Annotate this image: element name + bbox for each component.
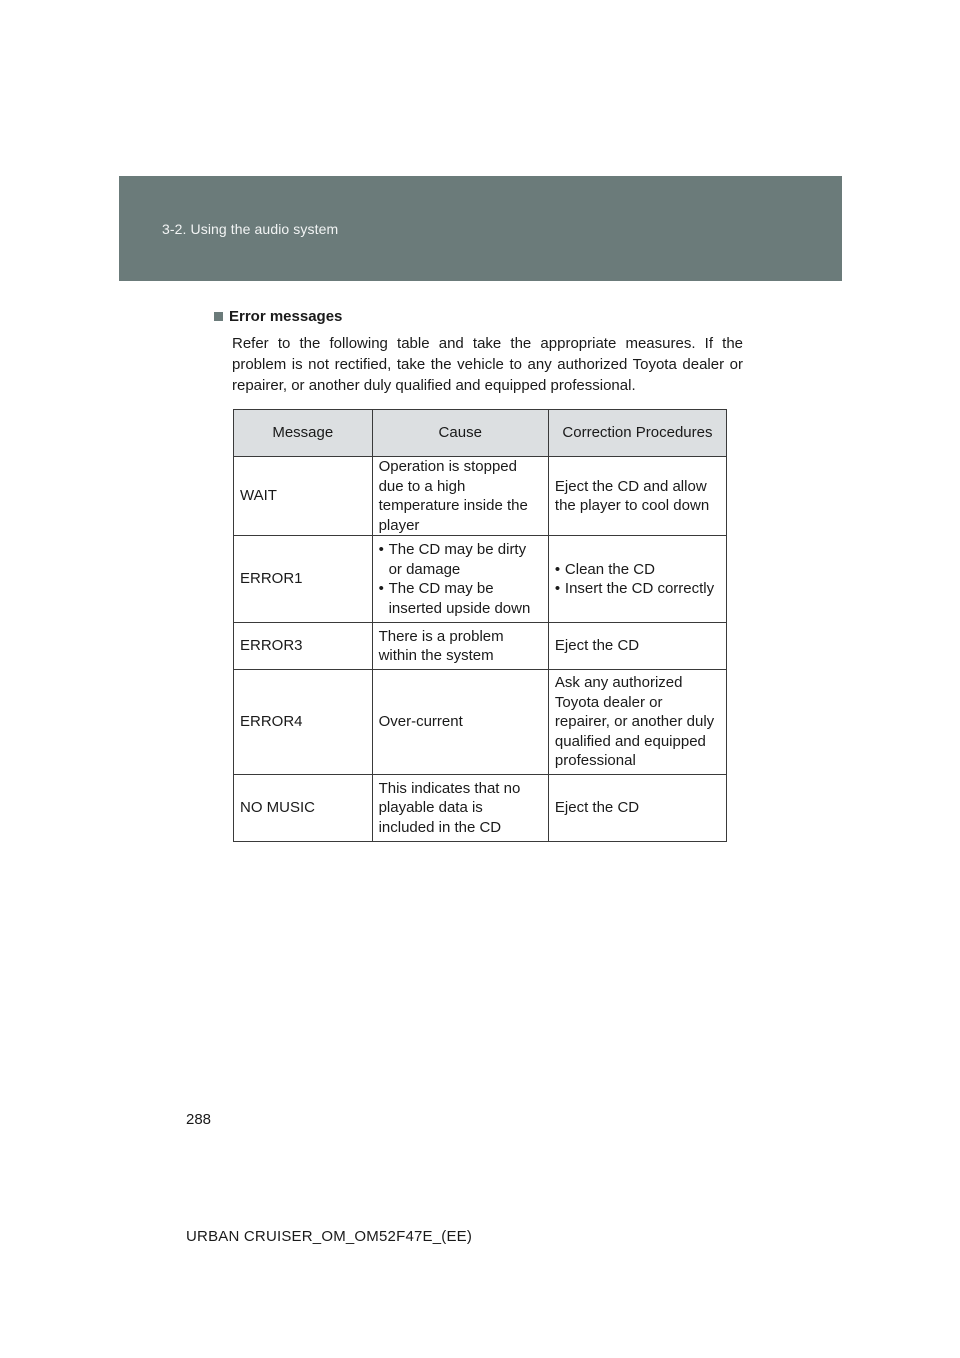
cause-cell: There is a problem within the system [372,623,548,670]
correction-cell: Ask any authorized Toyota dealer or repairer, or another duly qualified and equipped professional [548,670,726,775]
correction-cell: Eject the CD and allow the player to cool down [548,457,726,536]
table-row [234,457,727,536]
cause-list [379,540,542,618]
correction-cell: Eject the CD [548,775,726,842]
list-item: • Insert the CD correctly [555,579,720,599]
table-row [234,670,727,775]
correction-cell [548,536,726,623]
square-bullet-icon [214,312,223,321]
list-item: • The CD may be dirty or damage [379,540,542,579]
header-message: Message [234,410,373,457]
message-cell: ERROR4 [234,670,373,775]
table-row [234,775,727,842]
table-row [234,623,727,670]
table-header-row [234,410,727,457]
message-cell: NO MUSIC [234,775,373,842]
error-messages-table [233,409,727,842]
cause-cell: This indicates that no playable data is included in the CD [372,775,548,842]
list-item: • Clean the CD [555,560,720,580]
cause-cell: Over-current [372,670,548,775]
message-cell: ERROR1 [234,536,373,623]
section-heading-text: Error messages [229,308,343,325]
cause-cell: Operation is stopped due to a high temperature inside the player [372,457,548,536]
message-cell: ERROR3 [234,623,373,670]
cause-cell [372,536,548,623]
correction-list [555,560,720,599]
document-id: URBAN CRUISER_OM_OM52F47E_(EE) [186,1228,473,1245]
page-number: 288 [186,1111,212,1128]
message-cell: WAIT [234,457,373,536]
header-correction: Correction Procedures [548,410,726,457]
correction-cell: Eject the CD [548,623,726,670]
header-cause: Cause [372,410,548,457]
chapter-section-title: 3-2. Using the audio system [162,221,339,237]
section-heading [214,308,342,325]
table-row [234,536,727,623]
list-item: • The CD may be inserted upside down [379,579,542,618]
intro-paragraph: Refer to the following table and take the appropriate measures. If the problem is not rectified, take the vehicle to any authorized Toyota dealer or repairer, or another duly qualified and equipped professional. [232,335,743,394]
